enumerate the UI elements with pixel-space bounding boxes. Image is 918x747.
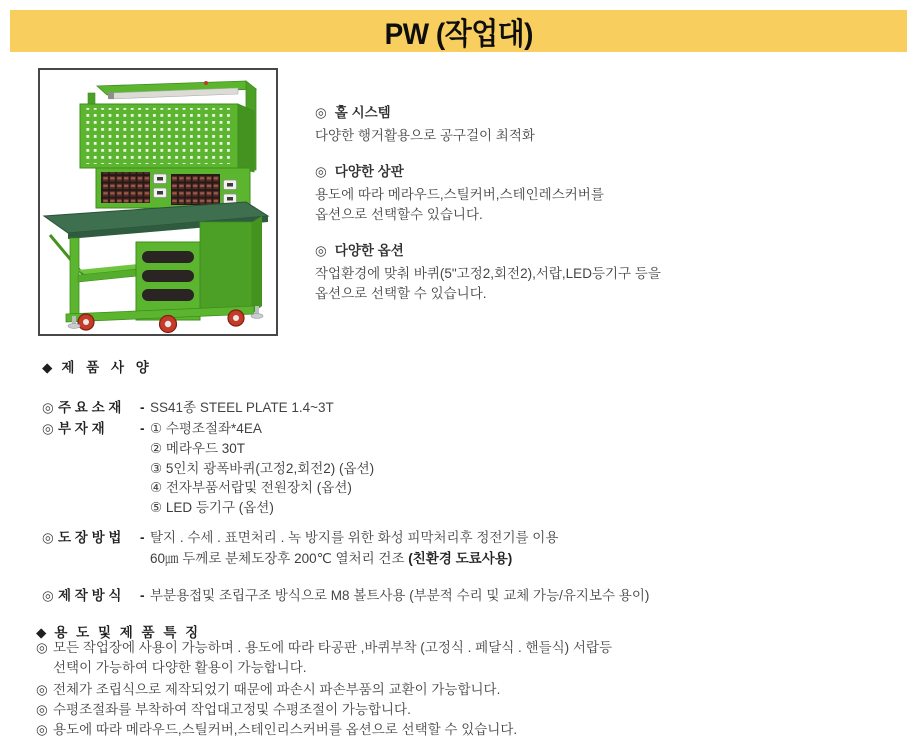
parts-bin-cabinet — [96, 168, 250, 208]
spec-label: 도 장 방 법 — [58, 530, 122, 545]
feature-text: 옵션으로 선택할수 있습니다. — [315, 207, 483, 222]
indicator-dot — [204, 81, 208, 85]
spec-sub-item: ② 메라우드 30T — [150, 441, 246, 456]
usage-item: ◎ 수평조절좌를 부착하여 작업대고정및 수평조절이 가능합니다. — [36, 700, 896, 720]
feature-worktop-options — [315, 163, 775, 225]
spec-separator: - — [140, 588, 145, 603]
spec-row-material — [42, 398, 902, 418]
feature-text: 옵션으로 선택할 수 있습니다. — [315, 286, 487, 301]
spec-value: 탈지 . 수세 . 표면처리 . 녹 방지를 위한 화성 피막처리후 정전기를 이용 — [150, 530, 559, 545]
spec-value: 부분용접및 조립구조 방식으로 M8 볼트사용 (부분적 수리 및 교체 가능/유지보수 용이) — [150, 588, 650, 603]
eco-paint-note: (친환경 도료사용) — [408, 551, 513, 566]
ring-bullet-icon: ◎ — [36, 682, 48, 697]
feature-list — [315, 104, 775, 321]
spec-label: 부 자 재 — [58, 421, 105, 436]
ring-bullet-icon: ◎ — [36, 722, 48, 737]
feature-title: ◎ 다양한 상판 — [315, 164, 404, 179]
diamond-bullet-icon: ◆ — [42, 360, 53, 375]
ring-bullet-icon: ◎ — [36, 702, 48, 717]
feature-text: 다양한 행거활용으로 공구걸이 최적화 — [315, 128, 535, 143]
drawer-handle — [142, 289, 194, 301]
ring-bullet-icon: ◎ — [42, 530, 54, 545]
spec-value: SS41종 STEEL PLATE 1.4~3T — [150, 400, 334, 415]
ring-bullet-icon: ◎ — [315, 164, 327, 179]
ring-bullet-icon: ◎ — [42, 421, 54, 436]
spec-sub-item: ⑤ LED 등기구 (옵션) — [150, 499, 274, 515]
feature-text: 작업환경에 맞춰 바퀴(5"고정2,회전2),서랍,LED등기구 등을 — [315, 266, 661, 281]
spec-label: 제 작 방 식 — [58, 588, 122, 603]
spec-value: ① 수평조절좌*4EA — [150, 421, 262, 436]
ring-bullet-icon: ◎ — [315, 243, 327, 258]
usage-section-heading: ◆ 용 도 및 제 품 특 징 — [36, 625, 201, 640]
usage-item: ◎ 용도에 따라 메라우드,스틸커버,스테인리스커버를 옵션으로 선택할 수 있습니다. — [36, 720, 896, 740]
front-left-leg — [70, 238, 79, 316]
spec-sub-item: ③ 5인치 광폭바퀴(고정2,회전2) (옵션) — [150, 460, 375, 476]
ring-bullet-icon: ◎ — [36, 640, 48, 655]
feature-various-options — [315, 242, 775, 304]
ring-bullet-icon: ◎ — [42, 588, 54, 603]
usage-item-continued: 선택이 가능하여 다양한 활용이 가능합니다. — [53, 660, 307, 675]
spec-parts-sublist — [150, 439, 902, 517]
feature-text: 용도에 따라 메라우드,스틸커버,스테인레스커버를 — [315, 187, 604, 202]
spec-label: 주 요 소 재 — [58, 400, 122, 415]
workbench-illustration — [40, 70, 276, 334]
spec-sub-item: ④ 전자부품서랍및 전원장치 (옵션) — [150, 480, 352, 496]
feature-title: ◎ 홀 시스템 — [315, 105, 391, 120]
spec-row-fabrication — [42, 586, 902, 606]
feature-hole-system — [315, 104, 775, 146]
title-banner — [10, 10, 907, 52]
ring-bullet-icon: ◎ — [315, 105, 327, 120]
pegboard-panel — [80, 104, 254, 172]
spec-section-heading: ◆ 제 품 사 양 — [42, 360, 153, 375]
feature-title: ◎ 다양한 옵션 — [315, 243, 404, 258]
spec-row-parts — [42, 419, 902, 517]
spec-separator: - — [140, 421, 145, 436]
drawer-handle — [142, 251, 194, 263]
diamond-bullet-icon: ◆ — [36, 625, 47, 640]
page-title: PW (작업대) — [384, 18, 533, 51]
product-image-frame — [38, 68, 278, 336]
spec-row-painting — [42, 528, 902, 569]
spec-separator: - — [140, 530, 145, 545]
usage-item: ◎ 전체가 조립식으로 제작되었기 때문에 파손시 파손부품의 교환이 가능합니다. — [36, 680, 896, 700]
usage-list — [36, 638, 896, 740]
usage-item: ◎ 모든 작업장에 사용이 가능하며 . 용도에 따라 타공판 ,바퀴부착 (고정식 . 페달식 . 핸들식) 서랍등 — [36, 638, 896, 658]
ring-bullet-icon: ◎ — [42, 400, 54, 415]
right-cabinet — [200, 222, 252, 314]
drawer-handle — [142, 270, 194, 282]
spec-painting-line2: 60㎛ 두께로 분체도장후 200℃ 열처리 건조 (친환경 도료사용) — [150, 551, 513, 566]
spec-separator: - — [140, 400, 145, 415]
